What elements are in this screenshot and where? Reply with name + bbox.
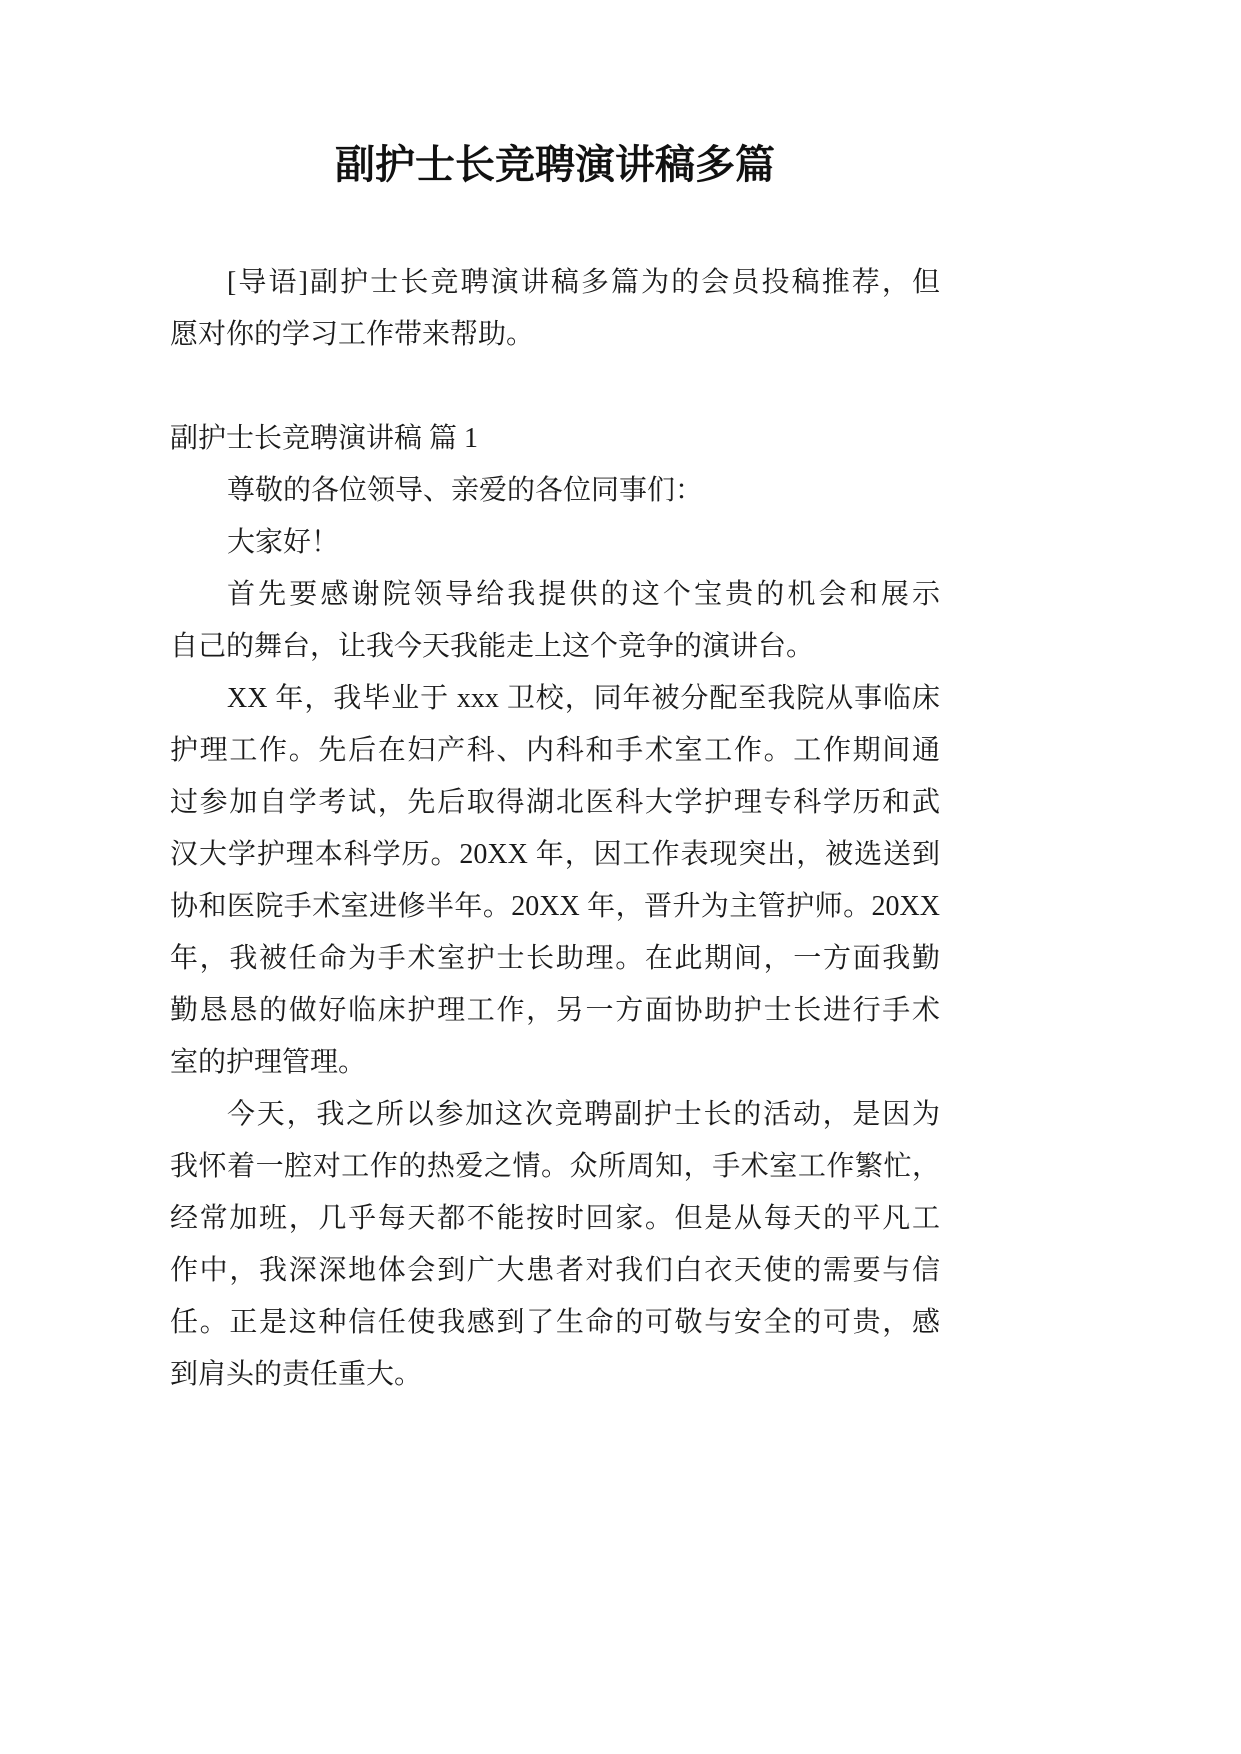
paragraph-line: 我怀着一腔对工作的热爱之情。众所周知，手术室工作繁忙， (170, 1151, 940, 1182)
section-heading: 副护士长竞聘演讲稿 篇 1 (170, 423, 479, 454)
paragraph-line: 年，我被任命为手术室护士长助理。在此期间，一方面我勤 (170, 943, 940, 974)
paragraph (170, 465, 940, 517)
paragraph-line: 汉大学护理本科学历。20XX 年，因工作表现突出，被选送到 (170, 839, 940, 870)
paragraph-line: 尊敬的各位领导、亲爱的各位同事们： (227, 475, 704, 506)
paragraph-line: 首先要感谢院领导给我提供的这个宝贵的机会和展示 (227, 579, 940, 610)
document-body (170, 257, 940, 1401)
paragraph-line: 自己的舞台，让我今天我能走上这个竞争的演讲台。 (170, 631, 815, 662)
paragraph-line: 今天，我之所以参加这次竞聘副护士长的活动，是因为 (227, 1099, 940, 1130)
paragraph-line: 过参加自学考试，先后取得湖北医科大学护理专科学历和武 (170, 787, 940, 818)
paragraph-line: 到肩头的责任重大。 (170, 1359, 423, 1390)
paragraph-line: XX 年，我毕业于 xxx 卫校，同年被分配至我院从事临床 (227, 683, 940, 714)
intro-line: [导语]副护士长竞聘演讲稿多篇为的会员投稿推荐，但 (227, 267, 940, 298)
paragraph-line: 作中，我深深地体会到广大患者对我们白衣天使的需要与信 (170, 1255, 940, 1286)
intro-line: 愿对你的学习工作带来帮助。 (170, 319, 535, 350)
paragraph (170, 673, 940, 1089)
paragraph-line: 大家好！ (227, 527, 340, 558)
paragraph-line: 护理工作。先后在妇产科、内科和手术室工作。工作期间通 (170, 735, 940, 766)
blank-line (170, 361, 940, 413)
paragraph-line: 勤恳恳的做好临床护理工作，另一方面协助护士长进行手术 (170, 995, 940, 1026)
paragraph-line: 协和医院手术室进修半年。20XX 年，晋升为主管护师。20XX (170, 891, 940, 922)
paragraph (170, 569, 940, 673)
document-title: 副护士长竞聘演讲稿多篇 (335, 142, 775, 187)
paragraph-line: 任。正是这种信任使我感到了生命的可敬与安全的可贵，感 (170, 1307, 940, 1338)
paragraph-line: 经常加班，几乎每天都不能按时回家。但是从每天的平凡工 (170, 1203, 940, 1234)
intro-paragraph (170, 257, 940, 361)
paragraph-line: 室的护理管理。 (170, 1047, 367, 1078)
paragraph (170, 517, 940, 569)
paragraph (170, 1089, 940, 1401)
